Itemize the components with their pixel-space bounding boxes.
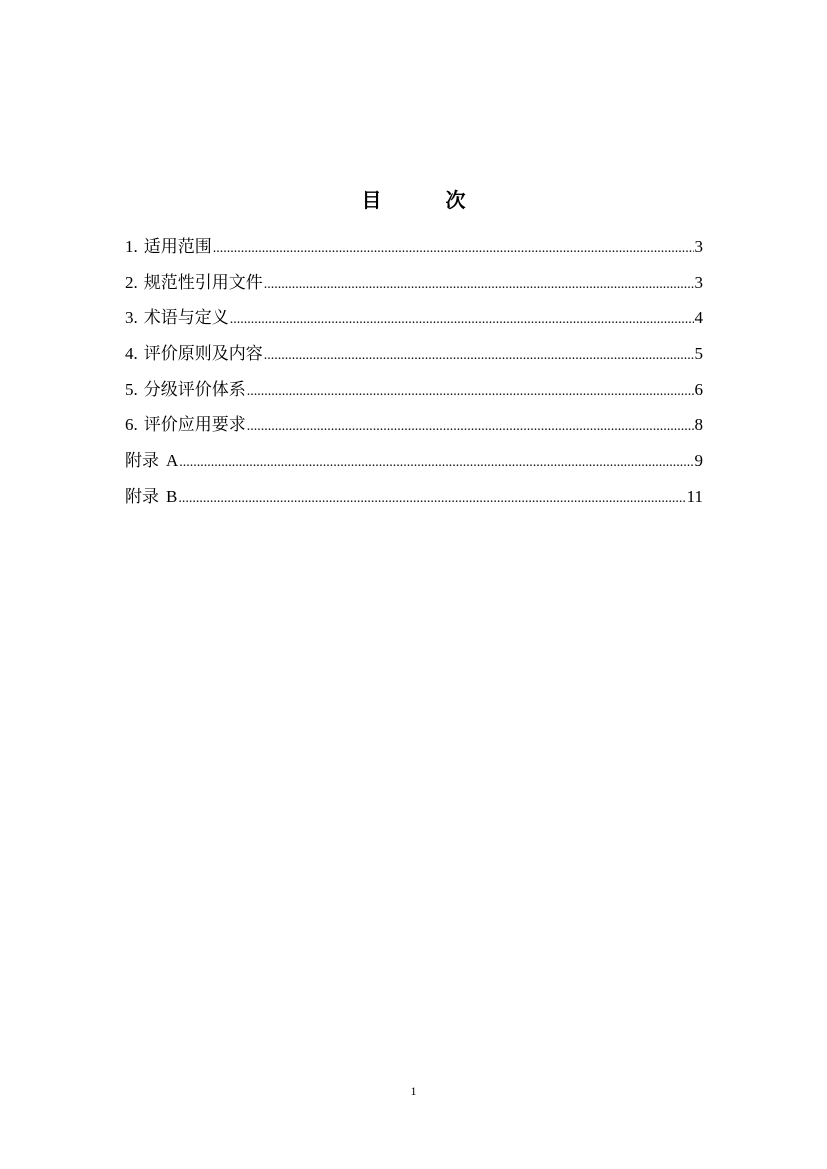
toc-entry[interactable] xyxy=(125,268,703,304)
toc-entry[interactable] xyxy=(125,446,703,482)
toc-entry-text: 分级评价体系 xyxy=(143,379,246,400)
toc-list xyxy=(125,232,703,518)
toc-entry-number: 4. xyxy=(125,344,138,364)
toc-entry-page: 9 xyxy=(694,451,703,471)
toc-dot-leader xyxy=(178,484,685,514)
page-number: 1 xyxy=(410,1084,417,1098)
toc-entry-number: 1. xyxy=(125,237,138,256)
toc-entry-letter: A xyxy=(166,451,179,471)
toc-entry-text: 评价应用要求 xyxy=(143,415,246,436)
toc-entry-page: 4 xyxy=(694,308,703,328)
toc-entry[interactable] xyxy=(125,232,703,268)
toc-entry-text: 附录 xyxy=(125,486,159,507)
toc-dot-leader xyxy=(247,412,694,442)
toc-title: 目 次 xyxy=(361,188,488,212)
toc-dot-leader xyxy=(247,377,694,407)
toc-entry[interactable] xyxy=(125,482,703,518)
toc-entry-number: 3. xyxy=(125,308,138,328)
toc-dot-leader xyxy=(264,270,694,300)
toc-entry-number: 2. xyxy=(125,272,138,292)
toc-entry-text: 附录 xyxy=(125,451,159,472)
toc-entry-number: 5. xyxy=(125,379,138,399)
toc-entry-number: 6. xyxy=(125,415,138,435)
toc-entry-page: 11 xyxy=(686,486,703,506)
toc-entry[interactable] xyxy=(125,339,703,375)
toc-entry-text: 评价原则及内容 xyxy=(143,344,263,365)
toc-dot-leader xyxy=(179,448,693,478)
toc-dot-leader xyxy=(264,341,694,371)
toc-entry[interactable] xyxy=(125,375,703,411)
toc-entry-text: 规范性引用文件 xyxy=(143,272,263,293)
toc-entry-page: 8 xyxy=(694,415,703,435)
toc-entry-text: 术语与定义 xyxy=(143,308,229,329)
toc-entry-page: 3 xyxy=(694,272,703,292)
toc-entry-letter: B xyxy=(166,486,178,506)
toc-dot-leader xyxy=(213,234,694,264)
toc-dot-leader xyxy=(230,305,694,335)
toc-entry-page: 6 xyxy=(694,379,703,399)
toc-entry[interactable] xyxy=(125,303,703,339)
toc-entry-page: 3 xyxy=(694,237,703,256)
toc-entry[interactable] xyxy=(125,410,703,446)
toc-entry-text: 适用范围 xyxy=(143,237,212,257)
toc-entry-page: 5 xyxy=(694,344,703,364)
